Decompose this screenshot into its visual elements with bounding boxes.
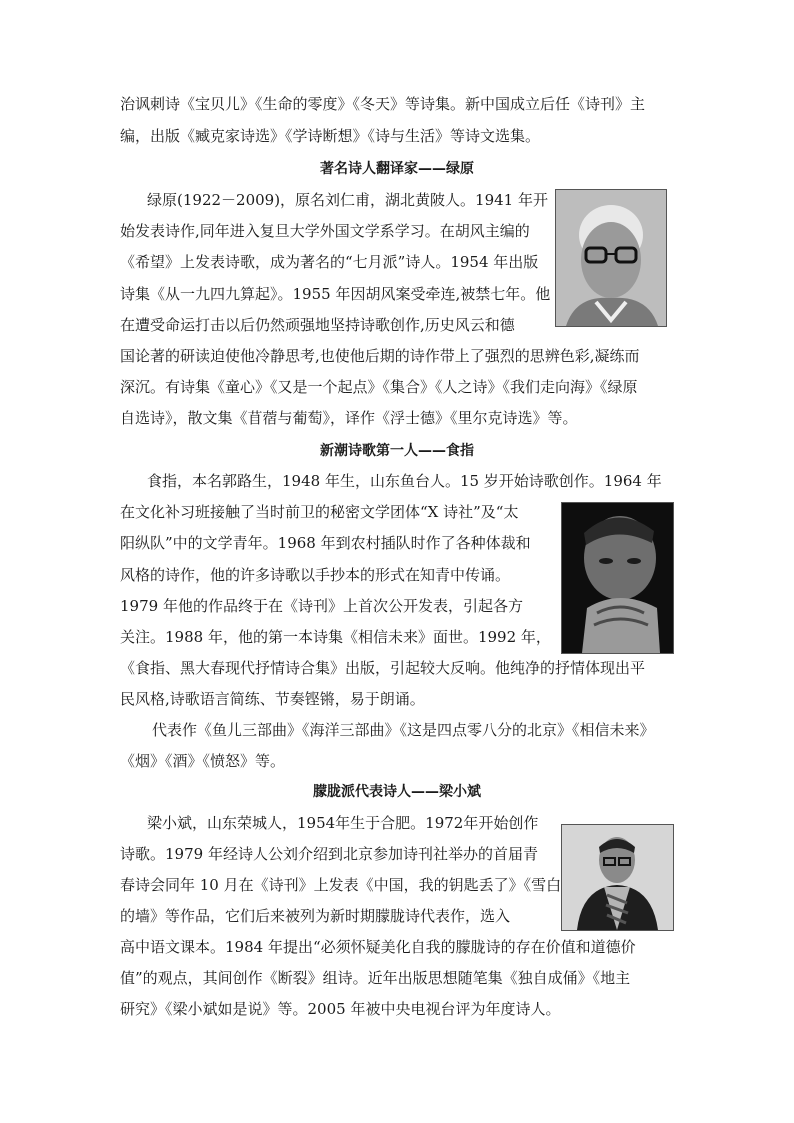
section-heading: 新潮诗歌第一人——食指 — [320, 443, 474, 459]
intro-line: 编，出版《臧克家诗选》《学诗断想》《诗与生活》等诗文选集。 — [120, 127, 541, 145]
paragraph-line: 绿原(1922－2009)，原名刘仁甫，湖北黄陂人。1941 年开 — [147, 191, 548, 209]
paragraph-line: 春诗会同年 10 月在《诗刊》上发表《中国，我的钥匙丢了》《雪白 — [120, 876, 562, 894]
paragraph-line: 在文化补习班接触了当时前卫的秘密文学团体“X 诗社”及“太 — [120, 503, 519, 521]
paragraph-line: 诗歌。1979 年经诗人公刘介绍到北京参加诗刊社举办的首届青 — [120, 845, 538, 863]
paragraph-line: 自选诗》，散文集《苜蓿与葡萄》，译作《浮士德》《里尔克诗选》等。 — [120, 409, 578, 427]
paragraph-line: 1979 年他的作品终于在《诗刊》上首次公开发表，引起各方 — [120, 597, 523, 615]
paragraph-line: 民风格,诗歌语言简练、节奏铿锵，易于朗诵。 — [120, 690, 425, 708]
paragraph-line: 研究》《梁小斌如是说》等。2005 年被中央电视台评为年度诗人。 — [120, 1000, 561, 1018]
portrait-photo-lvyuan — [555, 189, 667, 327]
paragraph-line: 的墙》等作品，它们后来被列为新时期朦胧诗代表作，选入 — [120, 907, 511, 925]
paragraph-line: 食指，本名郭路生，1948 年生，山东鱼台人。15 岁开始诗歌创作。1964 年 — [147, 472, 662, 490]
paragraph-line: 《食指、黑大春现代抒情诗合集》出版，引起较大反响。他纯净的抒情体现出平 — [120, 659, 646, 677]
paragraph-line: 在遭受命运打击以后仍然顽强地坚持诗歌创作,历史风云和德 — [120, 316, 515, 334]
paragraph-line: 国论著的研读迫使他冷静思考,也使他后期的诗作带上了强烈的思辨色彩,凝练而 — [120, 347, 640, 365]
section-heading: 著名诗人翻译家——绿原 — [320, 161, 474, 177]
portrait-photo-liangxiaobin — [561, 824, 674, 931]
paragraph-line: 阳纵队”中的文学青年。1968 年到农村插队时作了各种体裁和 — [120, 534, 531, 552]
portrait-photo-shizhi — [561, 502, 674, 654]
section-heading: 朦胧派代表诗人——梁小斌 — [313, 784, 481, 800]
paragraph-line: 梁小斌，山东荣城人，1954年生于合肥。1972年开始创作 — [147, 814, 539, 832]
paragraph-line: 诗集《从一九四九算起》。1955 年因胡风案受牵连,被禁七年。他 — [120, 285, 551, 303]
paragraph-line: 《烟》《酒》《愤怒》等。 — [120, 752, 286, 770]
intro-line: 治讽刺诗《宝贝儿》《生命的零度》《冬天》等诗集。新中国成立后任《诗刊》主 — [120, 95, 646, 113]
paragraph-line: 风格的诗作，他的许多诗歌以手抄本的形式在知青中传诵。 — [120, 566, 511, 584]
paragraph-line: 值”的观点，其间创作《断裂》组诗。近年出版思想随笔集《独自成俑》《地主 — [120, 969, 631, 987]
paragraph-line: 始发表诗作,同年进入复旦大学外国文学系学习。在胡风主编的 — [120, 222, 530, 240]
paragraph-line: 代表作《鱼儿三部曲》《海洋三部曲》《这是四点零八分的北京》《相信未来》 — [152, 721, 655, 739]
paragraph-line: 关注。1988 年，他的第一本诗集《相信未来》面世。1992 年， — [120, 628, 551, 646]
paragraph-line: 深沉。有诗集《童心》《又是一个起点》《集合》《人之诗》《我们走向海》《绿原 — [120, 378, 638, 396]
paragraph-line: 高中语文课本。1984 年提出“必须怀疑美化自我的朦胧诗的存在价值和道德价 — [120, 938, 636, 956]
paragraph-line: 《希望》上发表诗歌，成为著名的“七月派”诗人。1954 年出版 — [120, 253, 539, 271]
